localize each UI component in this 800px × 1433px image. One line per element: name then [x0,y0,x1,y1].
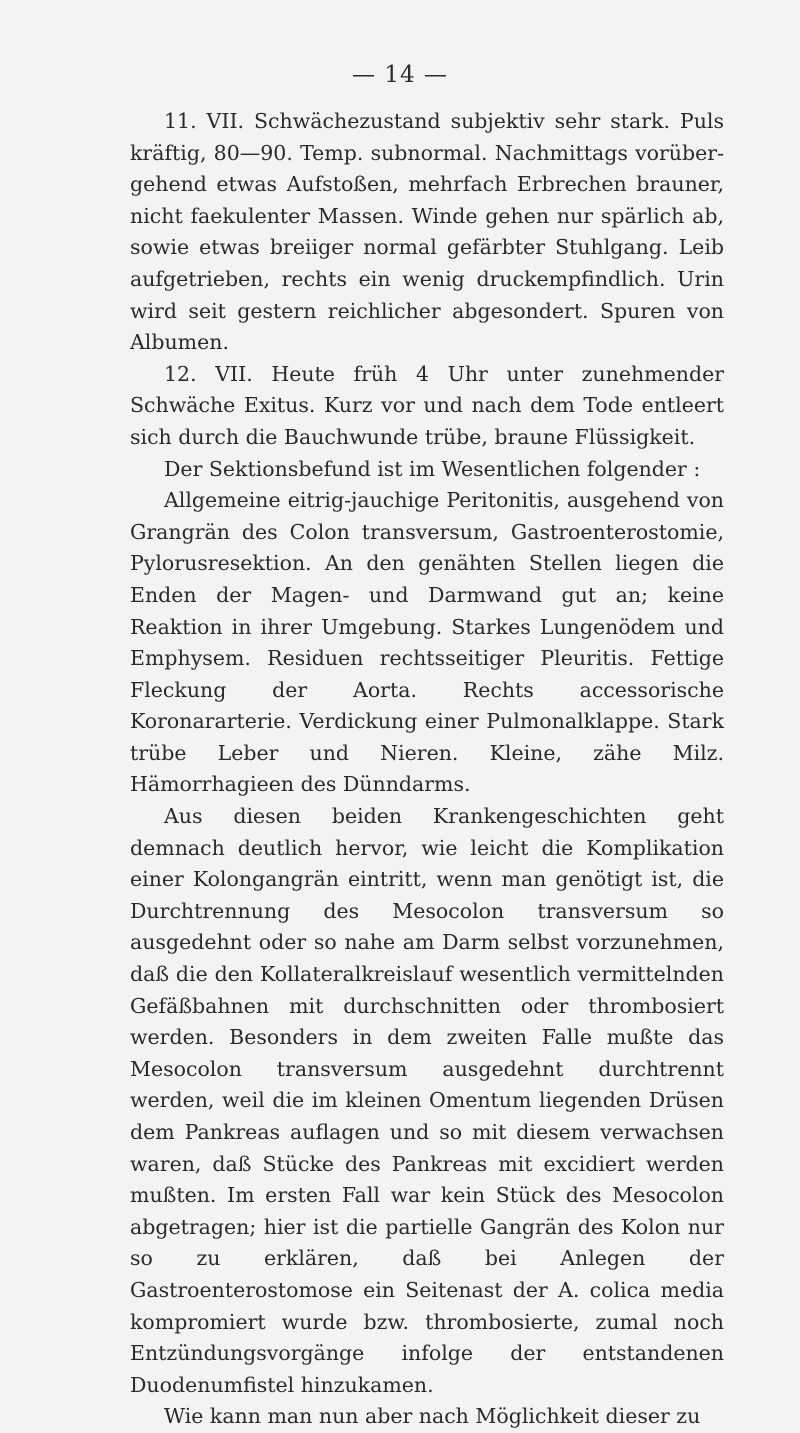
paragraph-continuation: Wie kann man nun aber nach Möglichkeit dieser zu [164,1404,701,1429]
body-text [130,106,724,1433]
paragraph-day-11: 11. VII. Schwächezustand subjektiv sehr stark. Puls kräftig, 80—90. Temp. subnormal. Nachmittags vorübergehend etwas Aufstoßen, mehrfach Erbrechen brauner, nicht faekulenter Massen. Winde gehen nur spärlich ab, sowie etwas breiiger normal gefärbter Stuhlgang. Leib aufgetrieben, rechts ein wenig druckempfindlich. Urin wird seit gestern reichlicher abgesondert. Spuren von Albumen. [130,109,724,355]
page-number: — 14 — [352,62,448,88]
paragraph-sektion-intro: Der Sektionsbefund ist im Wesentlichen folgender : [164,456,701,481]
paragraph-sektionsbefund: Allgemeine eitrig-jauchige Peritonitis, ausgehend von Grangrän des Colon transversum, Gastroenterostomie, Pylorusresektion. An den genähten Stellen liegen die Enden der Magen- und Darmwand gut an; keine Reaktion in ihrer Umgebung. Starkes Lungenödem und Emphysem. Residuen rechtsseitiger Pleuritis. Fettige Fleckung der Aorta. Rechts accessorische Koronararterie. Verdickung einer Pulmonalklappe. Stark trübe Leber und Nieren. Kleine, zähe Milz. Hämorrhagieen des Dünndarms. [130,488,724,797]
paragraph-day-12: 12. VII. Heute früh 4 Uhr unter zunehmender Schwäche Exitus. Kurz vor und nach dem Tode entleert sich durch die Bauchwunde trübe, braune Flüssigkeit. [130,361,724,449]
paragraph-discussion: Aus diesen beiden Krankengeschichten geht demnach deutlich hervor, wie leicht die Komplikation einer Kolongangrän eintritt, wenn man genötigt ist, die Durchtrennung des Mesocolon transversum so ausgedehnt oder so nahe am Darm selbst vorzunehmen, daß die den Kollateralkreislauf wesentlich vermittelnden Gefäßbahnen mit durchschnitten oder thrombosiert werden. Besonders in dem zweiten Falle mußte das Mesocolon transversum ausgedehnt durchtrennt werden, weil die im kleinen Omentum liegenden Drüsen dem Pankreas auflagen und so mit diesem verwachsen waren, daß Stücke des Pankreas mit excidiert werden mußten. Im ersten Fall war kein Stück des Mesocolon abgetragen; hier ist die partielle Gangrän des Kolon nur so zu erklären, daß bei Anlegen der Gastroenterostomose ein Seitenast der A. colica media kompromiert wurde bzw. thrombosierte, zumal noch Entzündungsvorgänge infolge der entstandenen Duodenumfistel hinzukamen. [130,804,724,1397]
